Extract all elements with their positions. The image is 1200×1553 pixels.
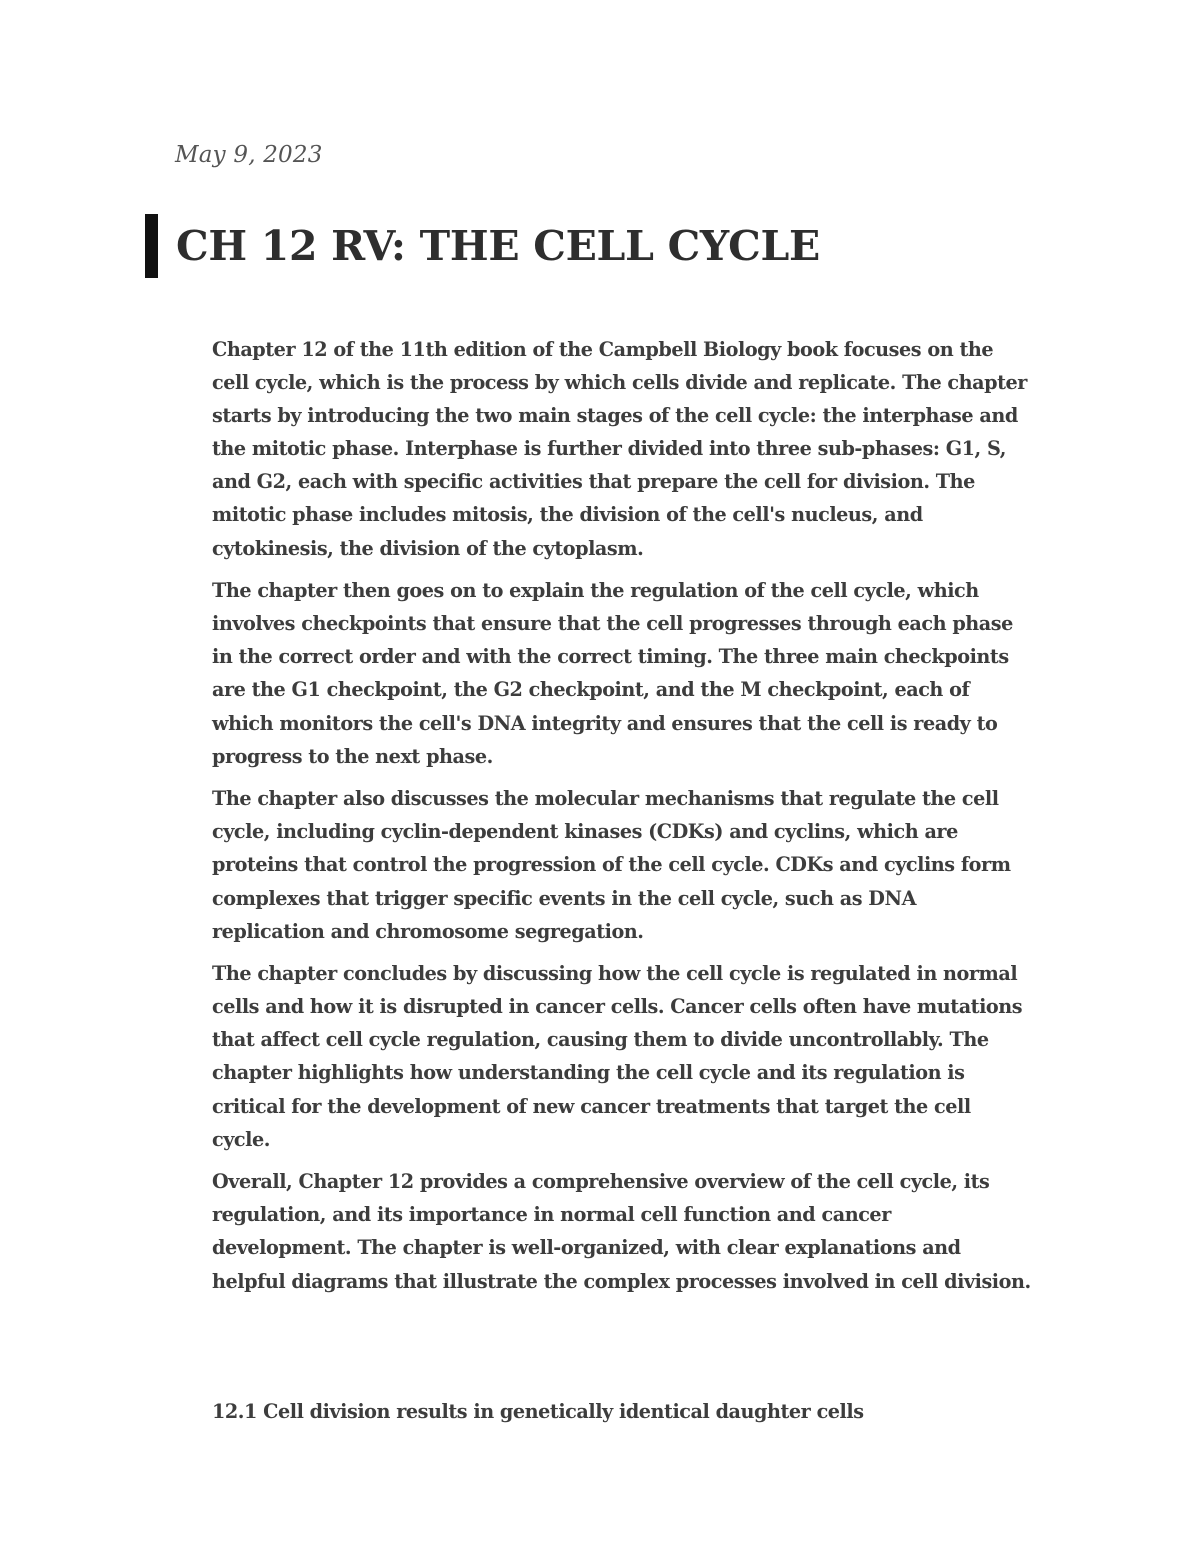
section-heading: 12.1 Cell division results in genetically identical daughter cells	[212, 1400, 864, 1423]
document-body	[212, 333, 1034, 1307]
title-accent-bar	[145, 214, 158, 278]
paragraph-intro: Chapter 12 of the 11th edition of the Campbell Biology book focuses on the cell cycle, which is the process by which cells divide and replicate. The chapter starts by introducing the two main stages of the cell cycle: the interphase and the mitotic phase. Interphase is further divided into three sub-phases: G1, S, and G2, each with specific activities that prepare the cell for division. The mitotic phase includes mitosis, the division of the cell's nucleus, and cytokinesis, the division of the cytoplasm.	[212, 338, 1027, 560]
document-title: CH 12 RV: THE CELL CYCLE	[176, 222, 820, 270]
paragraph-regulation: The chapter then goes on to explain the regulation of the cell cycle, which involves checkpoints that ensure that the cell progresses through each phase in the correct order and with the correct timing. The three main checkpoints are the G1 checkpoint, the G2 checkpoint, and the M checkpoint, each of which monitors the cell's DNA integrity and ensures that the cell is ready to progress to the next phase.	[212, 579, 1013, 768]
paragraph-molecular-mechanisms: The chapter also discusses the molecular mechanisms that regulate the cell cycle, including cyclin-dependent kinases (CDKs) and cyclins, which are proteins that control the progression of the cell cycle. CDKs and cyclins form complexes that trigger specific events in the cell cycle, such as DNA replication and chromosome segregation.	[212, 787, 1011, 943]
document-date: May 9, 2023	[175, 142, 323, 168]
paragraph-cancer: The chapter concludes by discussing how the cell cycle is regulated in normal cells and how it is disrupted in cancer cells. Cancer cells often have mutations that affect cell cycle regulation, causing them to divide uncontrollably. The chapter highlights how understanding the cell cycle and its regulation is critical for the development of new cancer treatments that target the cell cycle.	[212, 962, 1023, 1151]
title-block	[145, 214, 820, 278]
paragraph-overall: Overall, Chapter 12 provides a comprehensive overview of the cell cycle, its regulation, and its importance in normal cell function and cancer development. The chapter is well-organized, with clear explanations and helpful diagrams that illustrate the complex processes involved in cell division.	[212, 1170, 1031, 1293]
